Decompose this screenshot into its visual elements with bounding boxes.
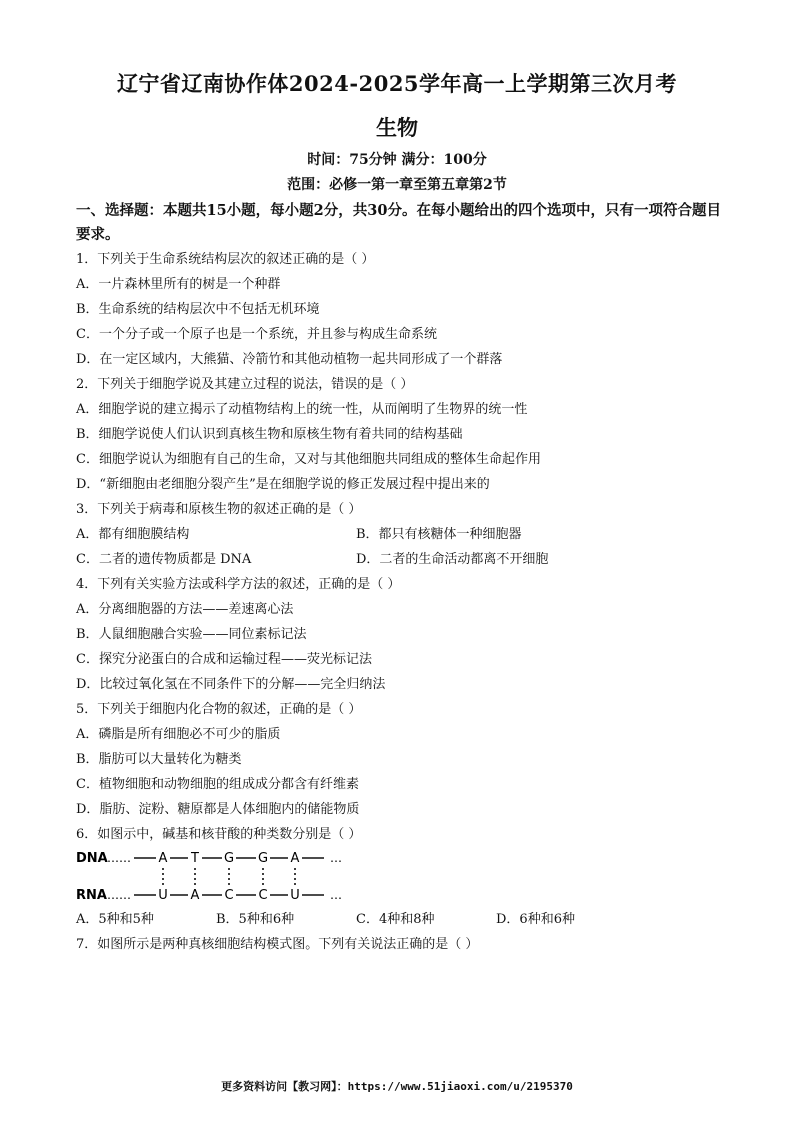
- option: B．生命系统的结构层次中不包括无机环境: [76, 302, 320, 317]
- option: A．细胞学说的建立揭示了动植物结构上的统一性，从而阐明了生物界的统一性: [76, 402, 528, 417]
- dna-lead: ……: [107, 851, 131, 865]
- dna-trail: …: [330, 851, 342, 865]
- exam-scope: 范围：必修一第一章至第五章第2节: [287, 177, 507, 193]
- dna-rna-figure: [76, 846, 366, 904]
- dna-base: G: [223, 851, 235, 866]
- dna-label: DNA: [76, 851, 108, 866]
- rna-base: U: [158, 888, 168, 903]
- option: D．二者的生命活动都离不开细胞: [356, 552, 549, 567]
- subject-title: 生物: [376, 115, 418, 140]
- base-column: [188, 849, 202, 903]
- rna-base: C: [258, 888, 268, 903]
- option-row: [76, 907, 726, 932]
- question-stem: 5．下列关于细胞内化合物的叙述，正确的是（ ）: [76, 702, 362, 717]
- footer-link[interactable]: 更多资料访问【教习网】：https://www.51jiaoxi.com/u/2195370: [221, 1080, 573, 1093]
- question-stem: 6．如图示中，碱基和核苷酸的种类数分别是（ ）: [76, 827, 362, 842]
- rna-base: C: [224, 888, 234, 903]
- option: C．4种和8种: [356, 912, 435, 927]
- option: D．脂肪、淀粉、糖原都是人体细胞内的储能物质: [76, 802, 360, 817]
- option: C．一个分子或一个原子也是一个系统，并且参与构成生命系统: [76, 327, 437, 342]
- option: B．5种和6种: [216, 912, 295, 927]
- question-stem: 4．下列有关实验方法或科学方法的叙述，正确的是（ ）: [76, 577, 401, 592]
- option: B．细胞学说使人们认识到真核生物和原核生物有着共同的结构基础: [76, 427, 463, 442]
- base-column: [222, 849, 236, 903]
- dna-base: A: [290, 851, 300, 866]
- option: D．6种和6种: [496, 912, 575, 927]
- option: A．5种和5种: [76, 912, 154, 927]
- option: C．二者的遗传物质都是 DNA: [76, 552, 252, 567]
- question-list-continued: [76, 907, 726, 957]
- section-heading: 一、选择题：本题共15小题，每小题2分，共30分。在每小题给出的四个选项中，只有一项符合题目要求。: [76, 202, 721, 243]
- dna-base: A: [158, 851, 168, 866]
- option: C．细胞学说认为细胞有自己的生命，又对与其他细胞共同组成的整体生命起作用: [76, 452, 541, 467]
- question-stem: 1．下列关于生命系统结构层次的叙述正确的是（ ）: [76, 252, 375, 267]
- option: A．都有细胞膜结构: [76, 527, 190, 542]
- rna-lead: ……: [107, 888, 131, 902]
- option: D．在一定区域内，大熊猫、冷箭竹和其他动植物一起共同形成了一个群落: [76, 352, 503, 367]
- dna-base: G: [257, 851, 269, 866]
- page-title: 辽宁省辽南协作体2024-2025学年高一上学期第三次月考: [116, 71, 678, 96]
- question-stem: 2．下列关于细胞学说及其建立过程的说法，错误的是（ ）: [76, 377, 414, 392]
- rna-trail: …: [330, 888, 342, 902]
- rna-base: A: [190, 888, 200, 903]
- option: A．分离细胞器的方法——差速离心法: [76, 602, 294, 617]
- option: C．探究分泌蛋白的合成和运输过程——荧光标记法: [76, 652, 372, 667]
- exam-time-info: 时间：75分钟 满分：100分: [307, 152, 487, 168]
- option: B．脂肪可以大量转化为糖类: [76, 752, 242, 767]
- option-row: [76, 547, 726, 572]
- rna-base: U: [290, 888, 300, 903]
- question-stem: 3．下列关于病毒和原核生物的叙述正确的是（ ）: [76, 502, 362, 517]
- option: B．人鼠细胞融合实验——同位素标记法: [76, 627, 307, 642]
- dna-base: T: [191, 851, 199, 866]
- base-column: [256, 849, 270, 903]
- option: D．“新细胞由老细胞分裂产生”是在细胞学说的修正发展过程中提出来的: [76, 477, 490, 492]
- option: A．一片森林里所有的树是一个种群: [76, 277, 281, 292]
- base-column: [156, 849, 170, 903]
- rna-label: RNA: [76, 888, 107, 903]
- base-column: [288, 849, 302, 903]
- option-row: [76, 522, 726, 547]
- option: B．都只有核糖体一种细胞器: [356, 527, 522, 542]
- option: D．比较过氧化氢在不同条件下的分解——完全归纳法: [76, 677, 386, 692]
- question-stem: 7．如图所示是两种真核细胞结构模式图。下列有关说法正确的是（ ）: [76, 937, 479, 952]
- option: A．磷脂是所有细胞必不可少的脂质: [76, 727, 281, 742]
- question-list: [76, 247, 726, 847]
- option: C．植物细胞和动物细胞的组成成分都含有纤维素: [76, 777, 359, 792]
